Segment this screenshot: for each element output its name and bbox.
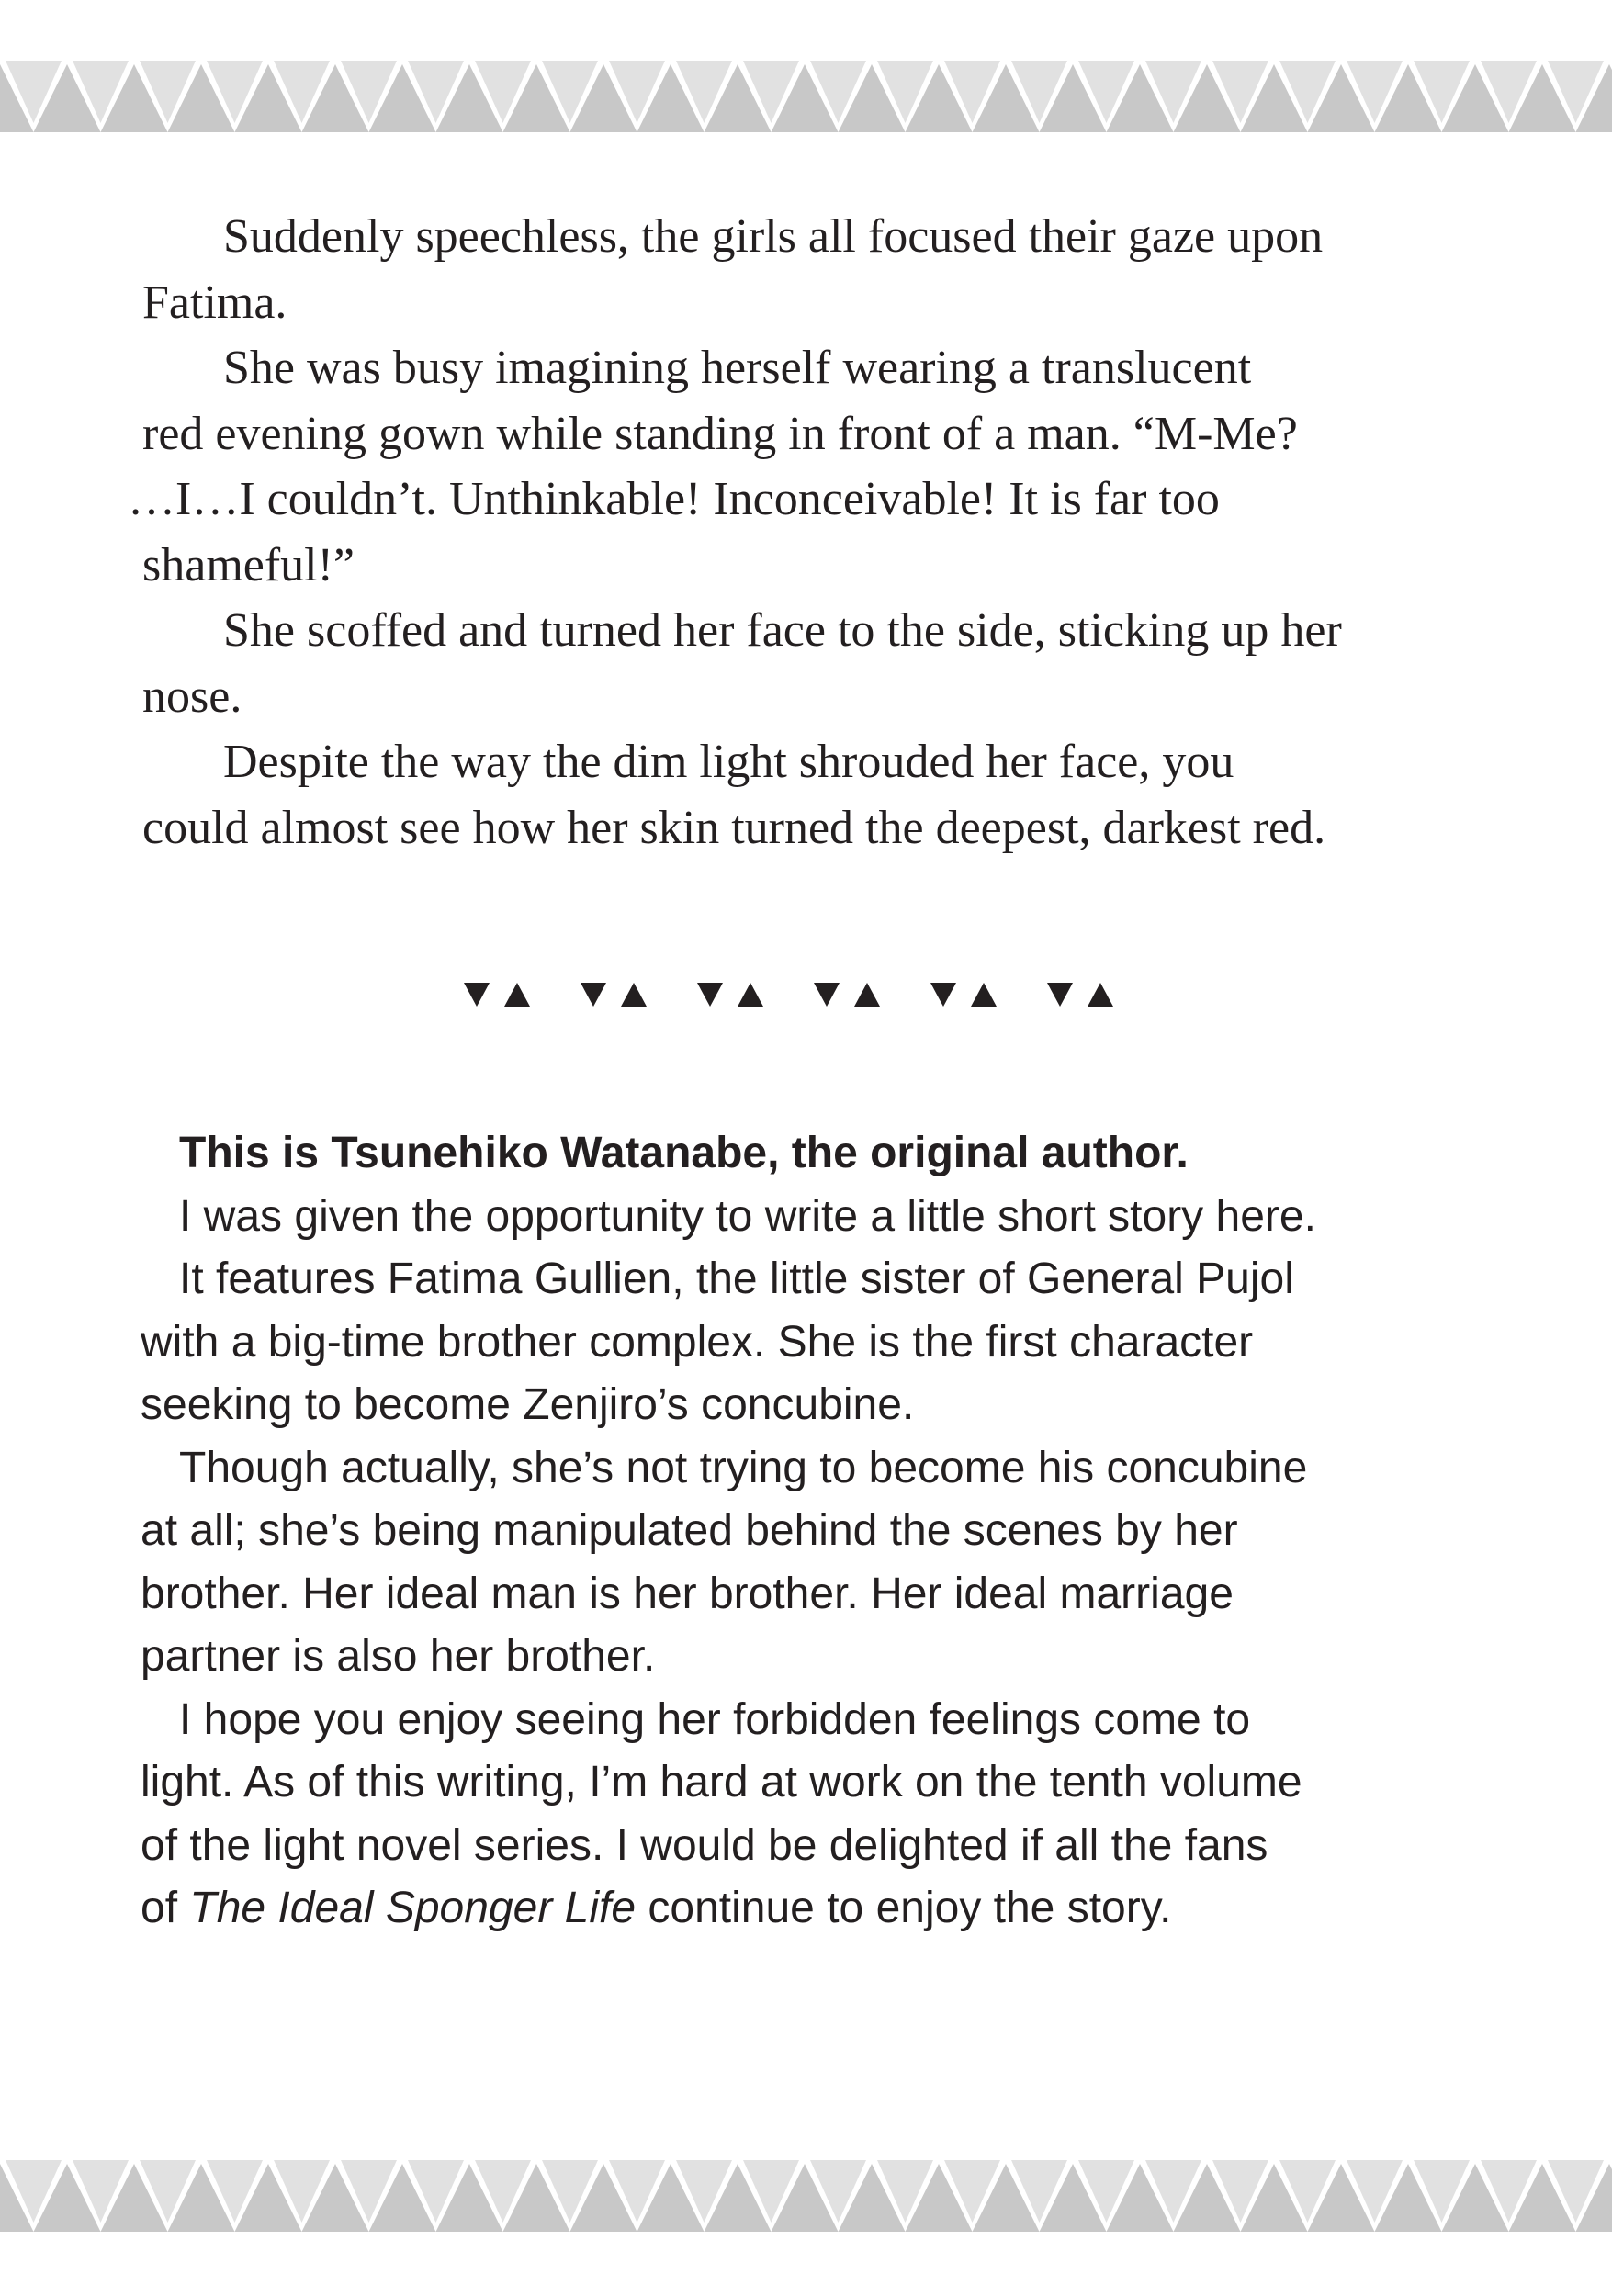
divider-up-triangle (1088, 983, 1113, 1007)
bottom-triangle-border (0, 2160, 1612, 2232)
story-text (128, 204, 1447, 861)
divider-up-triangle (854, 983, 880, 1007)
story-line: She scoffed and turned her face to the side, sticking up her (223, 604, 1342, 657)
divider-up-triangle (971, 983, 997, 1007)
afterword-line-suffix: continue to enjoy the story. (636, 1884, 1172, 1932)
divider-down-triangle (464, 983, 490, 1007)
afterword-line: partner is also her brother. (141, 1632, 656, 1681)
story-line: …I…I couldn’t. Unthinkable! Inconceivable! It is far too (128, 473, 1220, 525)
scene-break-divider (0, 972, 1612, 1018)
series-title: The Ideal Sponger Life (189, 1884, 637, 1932)
afterword-line-prefix: of (141, 1884, 190, 1932)
afterword-line: seeking to become Zenjiro’s concubine. (141, 1380, 915, 1429)
story-line: Despite the way the dim light shrouded her face, you (223, 736, 1234, 788)
story-line: Suddenly speechless, the girls all focused their gaze upon (223, 210, 1324, 263)
story-line: shameful!” (142, 538, 355, 591)
afterword-heading: This is Tsunehiko Watanabe, the original author. (179, 1129, 1189, 1177)
divider-up-triangle (738, 983, 763, 1007)
story-line: Fatima. (142, 276, 287, 329)
divider-down-triangle (930, 983, 956, 1007)
divider-down-triangle (1047, 983, 1073, 1007)
afterword-line: light. As of this writing, I’m hard at work on the tenth volume (141, 1758, 1302, 1806)
afterword-line: brother. Her ideal man is her brother. Her ideal marriage (141, 1569, 1234, 1618)
divider-up-triangle (504, 983, 530, 1007)
afterword-line: with a big-time brother complex. She is the first character (141, 1317, 1254, 1367)
afterword-line: I hope you enjoy seeing her forbidden feelings come to (179, 1694, 1251, 1744)
story-line: could almost see how her skin turned the deepest, darkest red. (142, 801, 1326, 854)
afterword-last-line (141, 1877, 1463, 1941)
afterword-line: of the light novel series. I would be delighted if all the fans (141, 1820, 1268, 1870)
afterword-line: Though actually, she’s not trying to become his concubine (179, 1443, 1308, 1492)
afterword-line: at all; she’s being manipulated behind the scenes by her (141, 1506, 1238, 1555)
story-line: nose. (142, 670, 242, 723)
top-triangle-border (0, 61, 1612, 132)
story-line: She was busy imagining herself wearing a translucent (223, 342, 1252, 394)
afterword-line: I was given the opportunity to write a little short story here. (179, 1191, 1316, 1241)
divider-up-triangle (621, 983, 647, 1007)
divider-down-triangle (697, 983, 723, 1007)
divider-down-triangle (581, 983, 606, 1007)
divider-down-triangle (814, 983, 840, 1007)
story-line: red evening gown while standing in front of a man. “M-Me? (142, 407, 1298, 460)
afterword-line: It features Fatima Gullien, the little sister of General Pujol (179, 1255, 1294, 1303)
author-afterword (141, 1122, 1463, 1941)
